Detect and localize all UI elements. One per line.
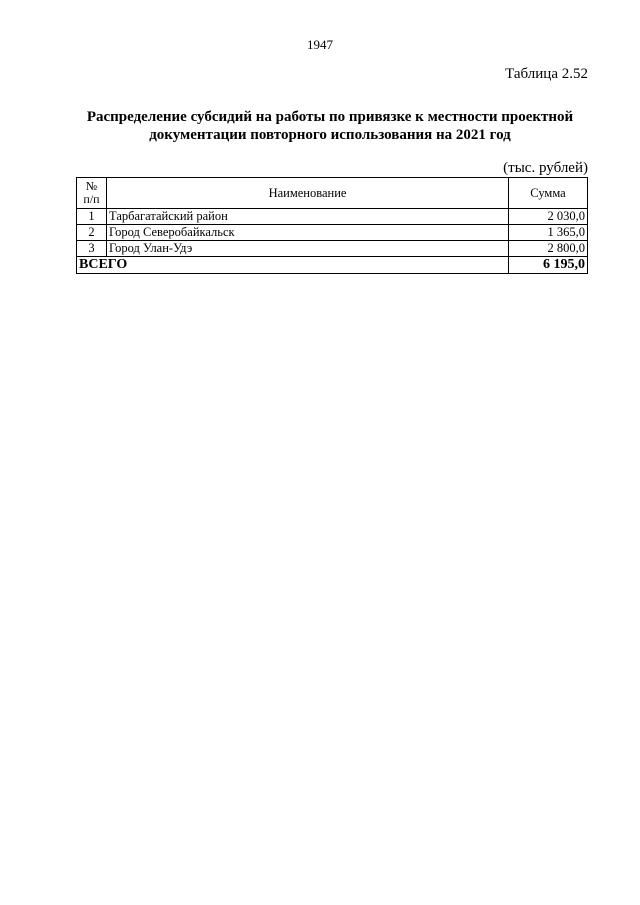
subsidy-table bbox=[76, 177, 588, 274]
row-number: 1 bbox=[77, 209, 107, 225]
table-label: Таблица 2.52 bbox=[505, 66, 588, 82]
table-header-row bbox=[77, 178, 588, 209]
row-sum: 2 800,0 bbox=[509, 241, 588, 257]
total-sum: 6 195,0 bbox=[509, 257, 588, 274]
row-sum: 1 365,0 bbox=[509, 225, 588, 241]
header-name: Наименование bbox=[107, 178, 509, 209]
page-number: 1947 bbox=[307, 37, 333, 52]
header-number-line1: № bbox=[85, 179, 98, 193]
table-row bbox=[77, 225, 588, 241]
total-label: ВСЕГО bbox=[77, 257, 509, 274]
total-row bbox=[77, 257, 588, 274]
row-number: 2 bbox=[77, 225, 107, 241]
row-number: 3 bbox=[77, 241, 107, 257]
header-number bbox=[77, 178, 107, 209]
units-label: (тыс. рублей) bbox=[503, 160, 588, 176]
row-name: Город Улан-Удэ bbox=[107, 241, 509, 257]
row-name: Тарбагатайский район bbox=[107, 209, 509, 225]
header-sum: Сумма bbox=[509, 178, 588, 209]
table-row bbox=[77, 241, 588, 257]
document-title: Распределение субсидий на работы по привязке к местности проектной документации повторного использования на 2021 год bbox=[86, 109, 574, 143]
row-name: Город Северобайкальск bbox=[107, 225, 509, 241]
header-number-line2: п/п bbox=[83, 192, 100, 206]
row-sum: 2 030,0 bbox=[509, 209, 588, 225]
table-row bbox=[77, 209, 588, 225]
